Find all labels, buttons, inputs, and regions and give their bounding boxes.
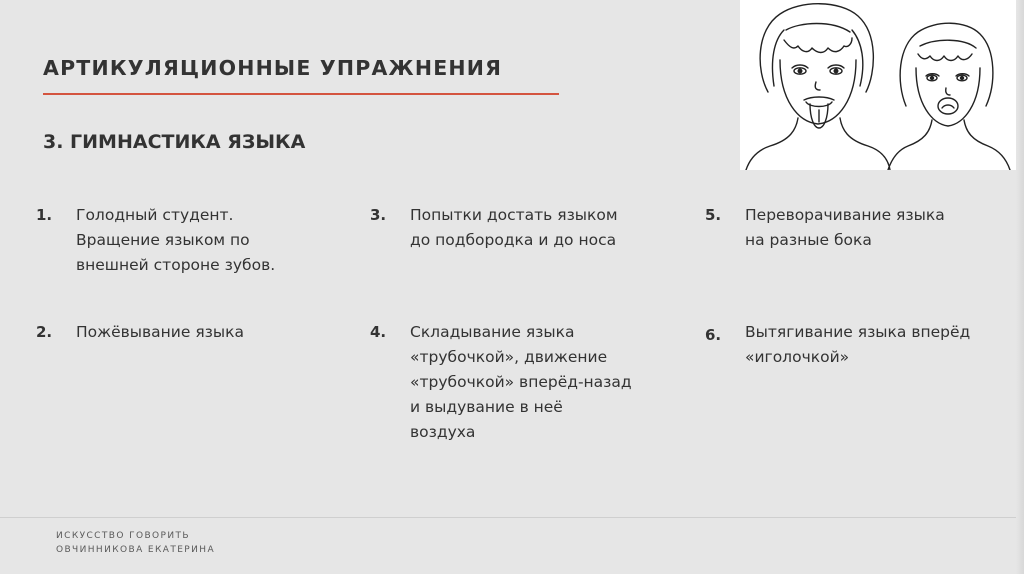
exercise-text: Голодный студент. Вращение языком по внешней стороне зубов. — [76, 206, 276, 274]
exercise-number: 6. — [705, 326, 722, 344]
title-underline — [43, 93, 559, 95]
exercise-text: Попытки достать языком до подбородка и до носа — [410, 206, 618, 249]
exercise-item-4 — [370, 320, 632, 445]
slide-title: АРТИКУЛЯЦИОННЫЕ УПРАЖНЕНИЯ — [43, 56, 503, 80]
exercise-item-6 — [705, 320, 970, 370]
exercise-item-2 — [36, 320, 244, 345]
section-heading: 3. ГИМНАСТИКА ЯЗЫКА — [43, 131, 306, 153]
illustration-drawing — [740, 0, 1016, 170]
exercise-number: 5. — [705, 206, 722, 224]
exercise-number: 2. — [36, 323, 53, 341]
exercise-text: Пожёвывание языка — [76, 323, 244, 341]
exercise-number: 1. — [36, 206, 53, 224]
children-tongue-illustration — [740, 0, 1016, 170]
footer-author: ОВЧИННИКОВА ЕКАТЕРИНА — [56, 545, 215, 555]
page-edge-shadow — [1016, 0, 1024, 574]
footer-course-title: ИСКУССТВО ГОВОРИТЬ — [56, 531, 190, 541]
exercise-number: 4. — [370, 323, 387, 341]
exercise-item-1 — [36, 203, 275, 278]
exercise-text: Переворачивание языка на разные бока — [745, 206, 945, 249]
exercise-text: Вытягивание языка вперёд «иголочкой» — [745, 323, 971, 366]
exercise-item-3 — [370, 203, 618, 253]
exercise-number: 3. — [370, 206, 387, 224]
exercise-item-5 — [705, 203, 945, 253]
footer-divider — [0, 517, 1024, 518]
exercise-text: Складывание языка «трубочкой», движение «трубочкой» вперёд-назад и выдувание в неё воздуха — [410, 323, 632, 441]
